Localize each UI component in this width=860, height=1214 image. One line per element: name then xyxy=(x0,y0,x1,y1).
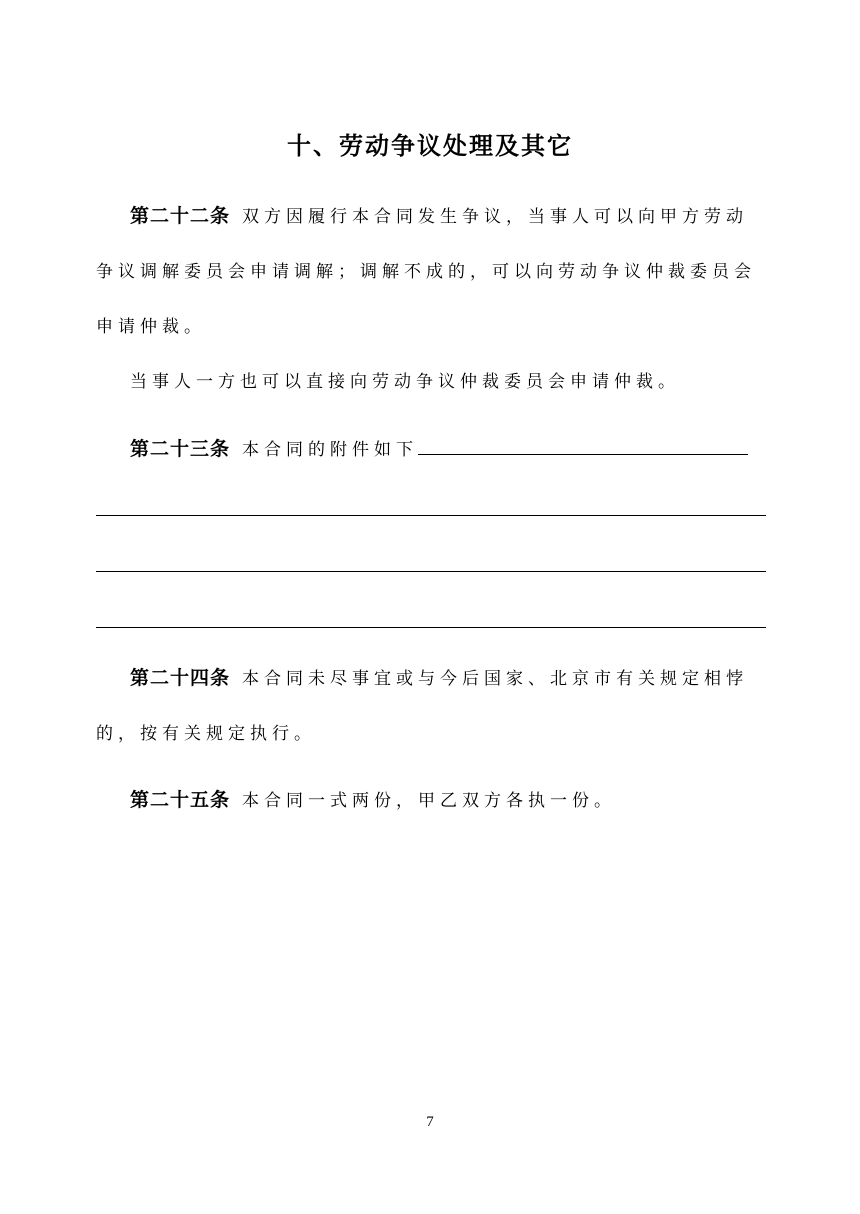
attachment-blank-line-1 xyxy=(96,515,766,516)
article-23-number: 第二十三条 xyxy=(130,438,231,460)
article-25-paragraph xyxy=(96,773,766,829)
article-25-text: 本合同一式两份，甲乙双方各执一份。 xyxy=(242,791,617,811)
article-24-text: 本合同未尽事宜或与今后国家、北京市有关规定相悖的，按有关规定执行。 xyxy=(96,669,749,744)
section-title: 十、劳动争议处理及其它 xyxy=(287,132,573,160)
article-22-paragraph xyxy=(96,189,766,355)
article-22-text-2: 当事人一方也可以直接向劳动争议仲裁委员会申请仲裁。 xyxy=(130,372,680,392)
article-24-paragraph xyxy=(96,651,766,762)
page-number: 7 xyxy=(426,1114,434,1130)
article-22-paragraph-2 xyxy=(96,355,766,410)
article-23-text: 本合同的附件如下 xyxy=(242,440,419,460)
attachment-blank-line-2 xyxy=(96,571,766,572)
attachment-blank-line-3 xyxy=(96,627,766,628)
attachment-blank-inline xyxy=(418,434,748,455)
article-22-text: 双方因履行本合同发生争议，当事人可以向甲方劳动争议调解委员会申请调解；调解不成的，可以向劳动争议仲裁委员会申请仲裁。 xyxy=(96,207,756,337)
article-24-number: 第二十四条 xyxy=(130,667,231,689)
article-25-number: 第二十五条 xyxy=(130,789,231,811)
article-23-paragraph xyxy=(96,422,766,478)
article-22-number: 第二十二条 xyxy=(130,205,231,227)
